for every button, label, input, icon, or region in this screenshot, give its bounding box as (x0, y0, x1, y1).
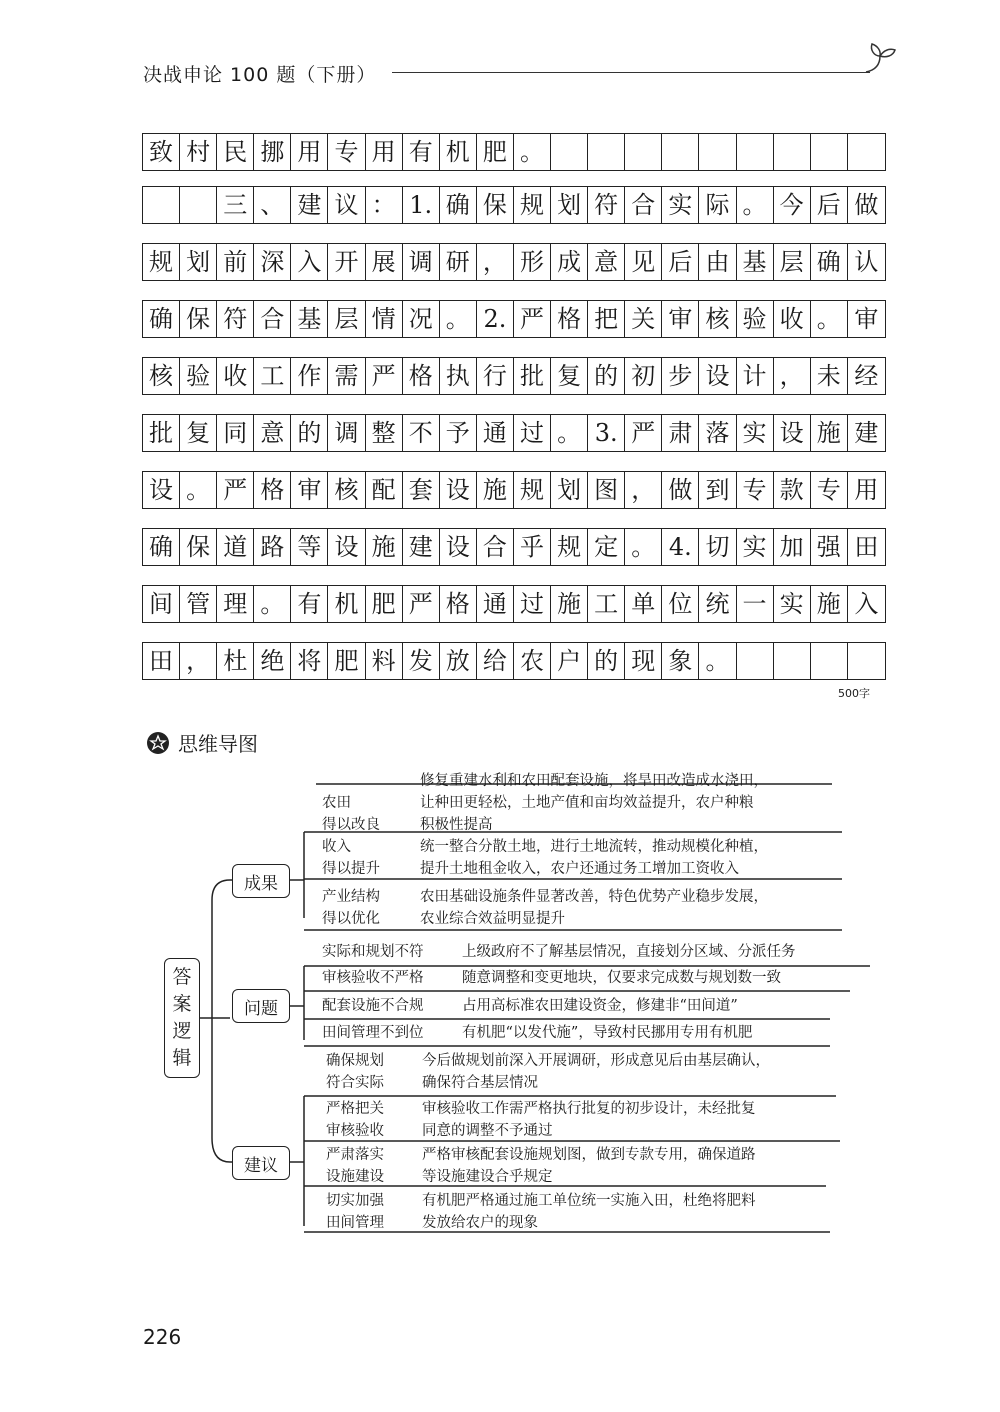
grid-cell: 层 (774, 244, 811, 280)
branch-results: 成果 (232, 864, 290, 898)
root-char: 答 (172, 966, 192, 988)
grid-cell: 规 (551, 529, 588, 565)
grid-cell: 初 (625, 358, 662, 394)
grid-cell: 做 (662, 472, 699, 508)
grid-cell: 发 (403, 643, 440, 679)
mind-map-topic: 严肃落实 设施建设 (326, 1147, 384, 1185)
grid-cell: 位 (662, 586, 699, 622)
grid-cell: 保 (180, 301, 217, 337)
grid-cell: 切 (699, 529, 736, 565)
grid-cell: 肃 (662, 415, 699, 451)
mind-map-detail: 占用高标准农田建设资金，修建非“田间道” (462, 998, 738, 1014)
mind-map-heading-text: 思维导图 (178, 732, 258, 756)
grid-cell: 。 (625, 529, 662, 565)
grid-cell: 配 (366, 472, 403, 508)
grid-cell: ： (366, 187, 403, 223)
branch-suggestions: 建议 (232, 1146, 290, 1180)
grid-cell: 放 (440, 643, 477, 679)
grid-cell: 严 (366, 358, 403, 394)
grid-cell: 定 (588, 529, 625, 565)
mind-map-topic: 确保规划 符合实际 (326, 1053, 384, 1091)
page-number: 226 (143, 1325, 182, 1349)
grid-cell: ， (625, 472, 662, 508)
root-char: 逻 (172, 1020, 192, 1042)
running-header-title: 决战申论 100 题（下册） (143, 64, 377, 86)
grid-cell: 给 (477, 643, 514, 679)
grid-cell: 工 (254, 358, 291, 394)
grid-cell: 调 (403, 244, 440, 280)
grid-cell: 核 (143, 358, 180, 394)
grid-cell: 户 (551, 643, 588, 679)
grid-cell: 。 (551, 415, 588, 451)
grid-cell: 核 (328, 472, 365, 508)
grid-cell: 田 (854, 533, 879, 561)
mind-map-topic: 实际和规划不符 (322, 944, 424, 960)
grid-cell: 规 (143, 244, 180, 280)
grid-cell: 3. (588, 415, 625, 451)
grid-cell: 施 (551, 586, 588, 622)
grid-cell: 意 (588, 244, 625, 280)
grid-cell: 杜 (217, 643, 254, 679)
grid-cell: 符 (217, 301, 254, 337)
grid-cell: 、 (254, 187, 291, 223)
grid-cell: 民 (217, 134, 254, 170)
grid-cell: 收 (774, 301, 811, 337)
grid-cell: 用 (854, 476, 879, 504)
grid-cell: 入 (291, 244, 328, 280)
grid-cell: 设 (774, 415, 811, 451)
grid-cell: 划 (551, 472, 588, 508)
mind-map-detail: 随意调整和变更地块，仅要求完成数与规划数一致 (462, 970, 781, 986)
mind-map-detail: 有机肥“以发代施”，导致村民挪用专用有机肥 (462, 1025, 753, 1041)
grid-cell: 格 (440, 586, 477, 622)
grid-cell: 整 (366, 415, 403, 451)
grid-cell: 落 (699, 415, 736, 451)
mind-map-detail: 上级政府不了解基层情况，直接划分区域、分派任务 (462, 944, 796, 960)
grid-cell: 格 (551, 301, 588, 337)
grid-cell: 2. (477, 301, 514, 337)
grid-cell: 的 (588, 358, 625, 394)
grid-cell: 等 (291, 529, 328, 565)
grid-cell: 专 (737, 472, 774, 508)
mind-map-detail: 严格审核配套设施规划图，做到专款专用，确保道路 等设施建设合乎规定 (422, 1147, 756, 1185)
grid-cell: ， (180, 643, 217, 679)
grid-cell: 今 (774, 187, 811, 223)
grid-cell: 划 (551, 187, 588, 223)
grid-cell: 议 (328, 187, 365, 223)
grid-cell: 执 (440, 358, 477, 394)
root-char: 案 (172, 993, 192, 1015)
grid-cell: 将 (291, 643, 328, 679)
grid-cell: 审 (854, 305, 879, 333)
word-count-label: 500字 (838, 687, 870, 700)
grid-cell: 保 (477, 187, 514, 223)
grid-cell: 做 (854, 191, 879, 219)
grid-cell: 际 (699, 187, 736, 223)
mind-map-topic: 田间管理不到位 (322, 1025, 424, 1041)
grid-cell: 。 (514, 134, 551, 170)
grid-cell: 实 (737, 529, 774, 565)
grid-cell: 深 (254, 244, 291, 280)
grid-cell: 确 (143, 301, 180, 337)
grid-cell: 批 (514, 358, 551, 394)
mind-map-detail: 审核验收工作需严格执行批复的初步设计，未经批复 同意的调整不予通过 (422, 1101, 756, 1139)
grid-cell: 成 (551, 244, 588, 280)
grid-cell: 挪 (254, 134, 291, 170)
grid-cell: 划 (180, 244, 217, 280)
grid-cell: 格 (403, 358, 440, 394)
mind-map-detail: 农田基础设施条件显著改善，特色优势产业稳步发展， 农业综合效益明显提升 (420, 889, 768, 927)
grid-cell: 有 (403, 134, 440, 170)
mind-map-detail: 统一整合分散土地，进行土地流转，推动规模化种植， 提升土地租金收入，农户还通过务工增加工资收入 (420, 839, 768, 877)
grid-cell: 研 (440, 244, 477, 280)
mind-map-detail: 有机肥严格通过施工单位统一实施入田，杜绝将肥料 发放给农户的现象 (422, 1193, 756, 1231)
grid-cell: 肥 (477, 134, 514, 170)
grid-cell: 步 (662, 358, 699, 394)
grid-cell: 基 (737, 244, 774, 280)
grid-cell: 确 (143, 529, 180, 565)
grid-cell: 施 (477, 472, 514, 508)
grid-cell: 有 (291, 586, 328, 622)
grid-cell: 况 (403, 301, 440, 337)
grid-cell: 1. (403, 187, 440, 223)
root-char: 辑 (172, 1047, 192, 1069)
grid-cell: 验 (737, 301, 774, 337)
mind-map-topic: 收入 得以提升 (322, 839, 380, 877)
grid-cell: 设 (143, 472, 180, 508)
mind-map-topic: 审核验收不严格 (322, 970, 424, 986)
mind-map-topic: 严格把关 审核验收 (326, 1101, 384, 1139)
grid-cell: 规 (514, 472, 551, 508)
grid-cell: 格 (254, 472, 291, 508)
grid-cell: 致 (143, 134, 180, 170)
grid-cell: 村 (180, 134, 217, 170)
grid-cell: 后 (662, 244, 699, 280)
grid-cell: 复 (551, 358, 588, 394)
grid-cell: 设 (699, 358, 736, 394)
grid-cell: 设 (440, 472, 477, 508)
grid-cell: 道 (217, 529, 254, 565)
grid-cell: 工 (588, 586, 625, 622)
grid-cell: 4. (662, 529, 699, 565)
grid-cell: 合 (477, 529, 514, 565)
grid-cell: 经 (854, 362, 879, 390)
grid-cell: 建 (854, 419, 879, 447)
grid-cell: 路 (254, 529, 291, 565)
grid-cell: 调 (328, 415, 365, 451)
mind-map-detail: 今后做规划前深入开展调研，形成意见后由基层确认， 确保符合基层情况 (422, 1053, 770, 1091)
grid-cell: 层 (328, 301, 365, 337)
grid-cell: 理 (217, 586, 254, 622)
grid-cell: 予 (440, 415, 477, 451)
grid-cell: 基 (291, 301, 328, 337)
grid-cell: 。 (737, 187, 774, 223)
grid-cell: 设 (328, 529, 365, 565)
grid-cell: 的 (588, 643, 625, 679)
grid-cell: 通 (477, 586, 514, 622)
grid-cell: 的 (291, 415, 328, 451)
grid-cell: 保 (180, 529, 217, 565)
grid-cell: 开 (328, 244, 365, 280)
grid-cell: 需 (328, 358, 365, 394)
grid-cell: 专 (811, 472, 848, 508)
grid-cell: 强 (811, 529, 848, 565)
grid-cell: 见 (625, 244, 662, 280)
grid-cell: 计 (737, 358, 774, 394)
grid-cell: 把 (588, 301, 625, 337)
grid-cell: 关 (625, 301, 662, 337)
grid-cell: 套 (403, 472, 440, 508)
grid-cell: 实 (662, 187, 699, 223)
grid-cell: 前 (217, 244, 254, 280)
branch-problems: 问题 (232, 989, 290, 1023)
grid-cell: 机 (328, 586, 365, 622)
grid-cell: 行 (477, 358, 514, 394)
grid-cell: 农 (514, 643, 551, 679)
grid-cell: 象 (662, 643, 699, 679)
grid-cell: 实 (774, 586, 811, 622)
grid-cell: 施 (811, 415, 848, 451)
grid-cell: 实 (737, 415, 774, 451)
grid-cell: 严 (217, 472, 254, 508)
grid-cell: 肥 (328, 643, 365, 679)
grid-cell: 验 (180, 358, 217, 394)
grid-cell: 审 (291, 472, 328, 508)
grid-cell: 施 (811, 586, 848, 622)
grid-cell: ， (477, 244, 514, 280)
grid-cell: 统 (699, 586, 736, 622)
grid-cell: 到 (699, 472, 736, 508)
grid-cell: 图 (588, 472, 625, 508)
grid-cell: 入 (854, 590, 879, 618)
grid-cell: 作 (291, 358, 328, 394)
grid-cell: 乎 (514, 529, 551, 565)
grid-cell: 建 (403, 529, 440, 565)
grid-cell: 复 (180, 415, 217, 451)
grid-cell: 建 (291, 187, 328, 223)
mind-map-topic: 产业结构 得以优化 (322, 889, 380, 927)
grid-cell: 核 (699, 301, 736, 337)
grid-cell: 。 (699, 643, 736, 679)
grid-cell: 后 (811, 187, 848, 223)
grid-cell: 合 (625, 187, 662, 223)
grid-cell: 收 (217, 358, 254, 394)
grid-cell: 。 (811, 301, 848, 337)
grid-cell: 确 (440, 187, 477, 223)
mind-map-topic: 切实加强 田间管理 (326, 1193, 384, 1231)
grid-cell: 管 (180, 586, 217, 622)
mind-map-root (164, 958, 200, 1078)
mind-map-detail: 修复重建水利和农田配套设施，将旱田改造成水浇田， 让种田更轻松，土地产值和亩均效益提升，农户种粮 积极性提高 (420, 773, 768, 833)
grid-cell: 展 (366, 244, 403, 280)
grid-cell: 田 (143, 643, 180, 679)
grid-cell: 规 (514, 187, 551, 223)
grid-cell: 绝 (254, 643, 291, 679)
grid-cell: 审 (662, 301, 699, 337)
grid-cell: 三 (217, 187, 254, 223)
mind-map-topic: 农田 得以改良 (322, 795, 380, 833)
mind-map-topic: 配套设施不合规 (322, 998, 424, 1014)
grid-cell: 一 (737, 586, 774, 622)
grid-cell: 严 (625, 415, 662, 451)
grid-cell: 加 (774, 529, 811, 565)
grid-cell: 间 (143, 586, 180, 622)
grid-cell: 专 (328, 134, 365, 170)
grid-cell: 。 (180, 472, 217, 508)
grid-cell: 合 (254, 301, 291, 337)
grid-cell: 。 (440, 301, 477, 337)
grid-cell: 用 (366, 134, 403, 170)
grid-cell: 未 (811, 358, 848, 394)
grid-cell: 用 (291, 134, 328, 170)
grid-cell: 过 (514, 415, 551, 451)
grid-cell: 批 (143, 415, 180, 451)
grid-cell: 情 (366, 301, 403, 337)
grid-cell: 同 (217, 415, 254, 451)
grid-cell: 款 (774, 472, 811, 508)
grid-cell: 料 (366, 643, 403, 679)
grid-cell: ， (774, 358, 811, 394)
grid-cell: 单 (625, 586, 662, 622)
grid-cell: 施 (366, 529, 403, 565)
grid-cell: 通 (477, 415, 514, 451)
grid-cell: 意 (254, 415, 291, 451)
grid-cell: 机 (440, 134, 477, 170)
grid-cell: 认 (854, 248, 879, 276)
grid-cell: 形 (514, 244, 551, 280)
grid-cell: 由 (699, 244, 736, 280)
grid-cell: 严 (403, 586, 440, 622)
grid-cell: 严 (514, 301, 551, 337)
grid-cell: 过 (514, 586, 551, 622)
grid-cell: 设 (440, 529, 477, 565)
grid-cell: 肥 (366, 586, 403, 622)
grid-cell: 不 (403, 415, 440, 451)
grid-cell: 确 (811, 244, 848, 280)
grid-cell: 。 (254, 586, 291, 622)
grid-cell: 现 (625, 643, 662, 679)
grid-cell: 符 (588, 187, 625, 223)
